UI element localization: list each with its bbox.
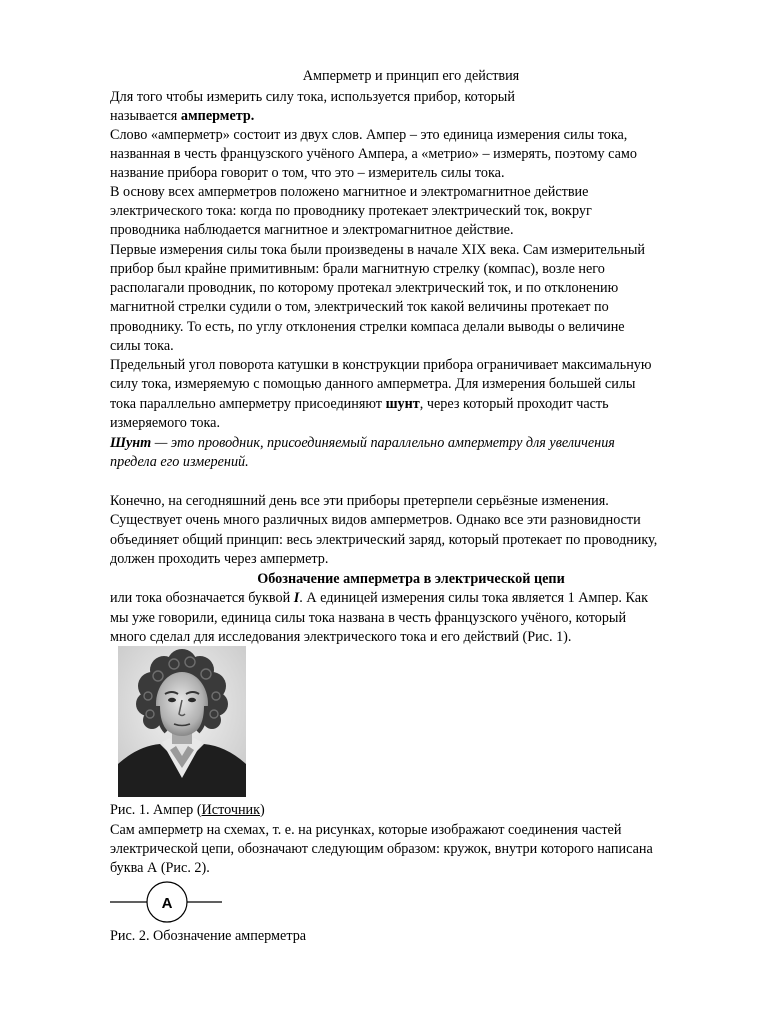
paragraph-line: силу тока, измеряемую с помощью данного амперметра. Для измерения большей силы <box>110 376 636 392</box>
paragraph-line: электрической цепи, обозначают следующим образом: кружок, внутри которого написана <box>110 841 653 857</box>
paragraph-line: В основу всех амперметров положено магнитное и электромагнитное действие <box>110 184 589 200</box>
definition-term: Шунт <box>110 435 152 451</box>
paragraph-line: измеряемого тока. <box>110 415 220 431</box>
paragraph-line <box>110 589 648 608</box>
paragraph-line: Предельный угол поворота катушки в конструкции прибора ограничивает максимальную <box>110 357 652 373</box>
paragraph-line: названная в честь французского учёного Ампера, а «метрио» – измерять, поэтому само <box>110 146 638 162</box>
paragraph-line: Сам амперметр на схемах, т. е. на рисунках, которые изображают соединения частей <box>110 822 622 838</box>
paragraph-line: объединяет общий принцип: весь электрический заряд, который протекает по проводнику, <box>110 532 658 548</box>
definition-line <box>110 434 615 453</box>
paragraph-line <box>110 395 609 414</box>
paragraph-line: магнитной стрелки судили о том, электрический ток какой величины протекает по <box>110 299 609 315</box>
paragraph-line: буква А (Рис. 2). <box>110 860 210 876</box>
paragraph-line: Слово «амперметр» состоит из двух слов. Ампер – это единица измерения силы тока, <box>110 127 628 143</box>
paragraph-line: силы тока. <box>110 338 174 354</box>
page-title: Амперметр и принцип его действия <box>302 68 520 84</box>
text-run: . А единицей измерения силы тока является 1 Ампер. Как <box>299 590 648 606</box>
text-run: тока параллельно амперметру присоединяют <box>110 396 386 412</box>
bold-term-ammeter: амперметр. <box>180 108 255 124</box>
paragraph-line: проводнику. То есть, по углу отклонения стрелки компаса делали выводы о величине <box>110 319 625 335</box>
paragraph-line <box>110 107 254 126</box>
figure-1-caption <box>110 801 265 820</box>
paragraph-line: электрического тока: когда по проводнику протекает электрический ток, вокруг <box>110 203 592 219</box>
paragraph-line: Конечно, на сегодняшний день все эти приборы претерпели серьёзные изменения. <box>110 493 609 509</box>
paragraph-line: проводника наблюдается магнитное и электромагнитное действие. <box>110 222 514 238</box>
source-link[interactable]: Источник <box>201 802 261 818</box>
text-run: Рис. 1. Ампер ( <box>110 802 202 818</box>
current-symbol: I <box>293 590 300 606</box>
paragraph-line: название прибора говорит о том, что это – измеритель силы тока. <box>110 165 505 181</box>
ammeter-symbol-diagram <box>110 880 230 928</box>
text-run: ) <box>260 802 265 818</box>
ampere-portrait-image <box>118 646 246 797</box>
figure-2-caption: Рис. 2. Обозначение амперметра <box>110 928 307 944</box>
text-run: или тока обозначается буквой <box>110 590 294 606</box>
paragraph-line: Первые измерения силы тока были произведены в начале XIX века. Сам измерительный <box>110 242 645 258</box>
paragraph-line: прибор был крайне примитивным: брали магнитную стрелку (компас), возле него <box>110 261 605 277</box>
section-heading: Обозначение амперметра в электрической цепи <box>257 571 565 587</box>
definition-line: предела его измерений. <box>110 454 249 470</box>
paragraph-line: Существует очень много различных видов амперметров. Однако все эти разновидности <box>110 512 641 528</box>
text-run: называется <box>110 108 181 124</box>
paragraph-line: много сделал для исследования электрического тока и его действий (Рис. 1). <box>110 629 572 645</box>
paragraph-line: должен проходить через амперметр. <box>110 551 329 567</box>
text-run: — это проводник, присоединяемый параллельно амперметру для увеличения <box>151 435 615 451</box>
paragraph-line: мы уже говорили, единица силы тока названа в честь французского учёного, который <box>110 610 627 626</box>
paragraph-line: располагали проводник, по которому протекал электрический ток, и по отклонению <box>110 280 619 296</box>
bold-term-shunt: шунт <box>385 396 420 412</box>
paragraph-line: Для того чтобы измерить силу тока, используется прибор, который <box>110 89 515 105</box>
ammeter-letter: A <box>161 895 173 912</box>
text-run: , через который проходит часть <box>419 396 609 412</box>
